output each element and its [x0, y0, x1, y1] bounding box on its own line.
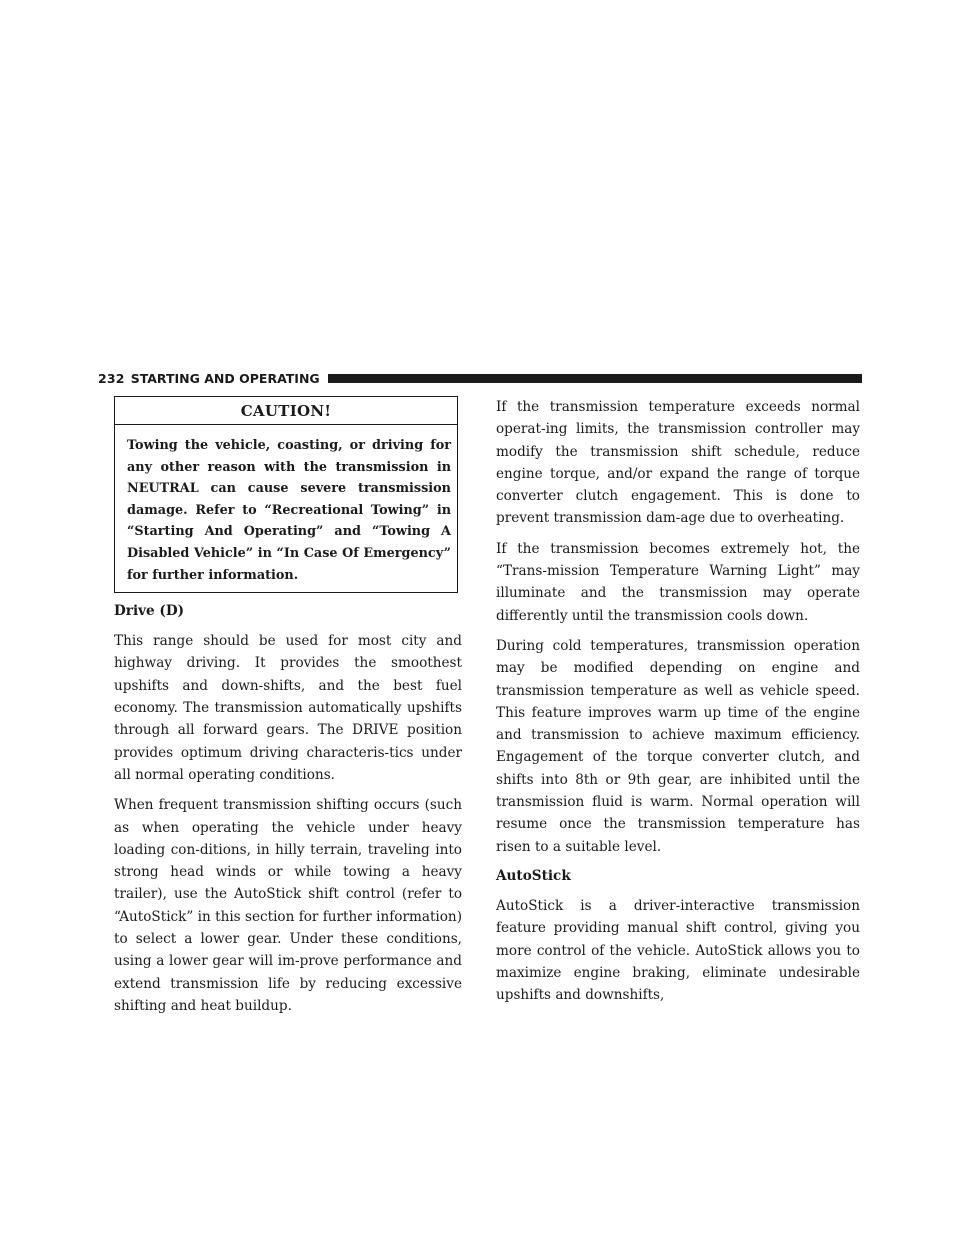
hot-transmission-paragraph: If the transmission becomes extremely hot, the “Trans-mission Temperature Warning Light” may illuminate and the transmission may operate differently until the transmission cools down. [496, 540, 860, 624]
left-column [98, 396, 462, 1017]
drive-paragraph-2: When frequent transmission shifting occurs (such as when operating the vehicle under heavy loading con-ditions, in hilly terrain, traveling into strong head winds or while towing a heavy trailer), use the AutoStick shift control (refer to “AutoStick” in this section for further information) to select a lower gear. Under these conditions, using a lower gear will im-prove performance and extend transmission life by reducing excessive shifting and heat buildup. [114, 797, 462, 1014]
caution-title: CAUTION! [115, 397, 457, 425]
autostick-heading: AutoStick [496, 867, 571, 884]
caution-text: Towing the vehicle, coasting, or driving for any other reason with the transmission in NEUTRAL can cause severe transmission damage. Refer to “Recreational Towing” in “Starting And Operating” and “Towing A Disabled Vehicle” in “In Case Of Emergency” for further information. [127, 438, 451, 583]
temperature-paragraph: If the transmission temperature exceeds normal operat-ing limits, the transmission controller may modify the transmission shift schedule, reduce engine torque, and/or expand the range of torque converter clutch engagement. This is done to prevent transmission dam-age due to overheating. [496, 399, 860, 527]
autostick-paragraph: AutoStick is a driver-interactive transmission feature providing manual shift control, giving you more control of the vehicle. AutoStick allows you to maximize engine braking, eliminate undesirable upshifts and downshifts, [496, 897, 860, 1004]
cold-temperature-paragraph: During cold temperatures, transmission operation may be modified depending on engine and transmission temperature as well as vehicle speed. This feature improves warm up time of the engine and transmission to achieve maximum efficiency. Engagement of the torque converter clutch, and shifts into 8th or 9th gear, are inhibited until the transmission fluid is warm. Normal operation will resume once the transmission temperature has risen to a suitable level. [496, 637, 860, 855]
caution-box [114, 396, 458, 593]
drive-paragraph-1: This range should be used for most city and highway driving. It provides the smoothest upshifts and down-shifts, and the best fuel economy. The transmission automatically upshifts through all forward gears. The DRIVE position provides optimum driving characteris-tics under all normal operating conditions. [114, 633, 462, 783]
right-column [496, 396, 860, 1006]
header-rule [328, 374, 862, 383]
page-number: 232 [98, 370, 125, 386]
section-title: STARTING AND OPERATING [130, 370, 320, 386]
page-header [98, 369, 862, 387]
drive-heading: Drive (D) [114, 603, 185, 620]
